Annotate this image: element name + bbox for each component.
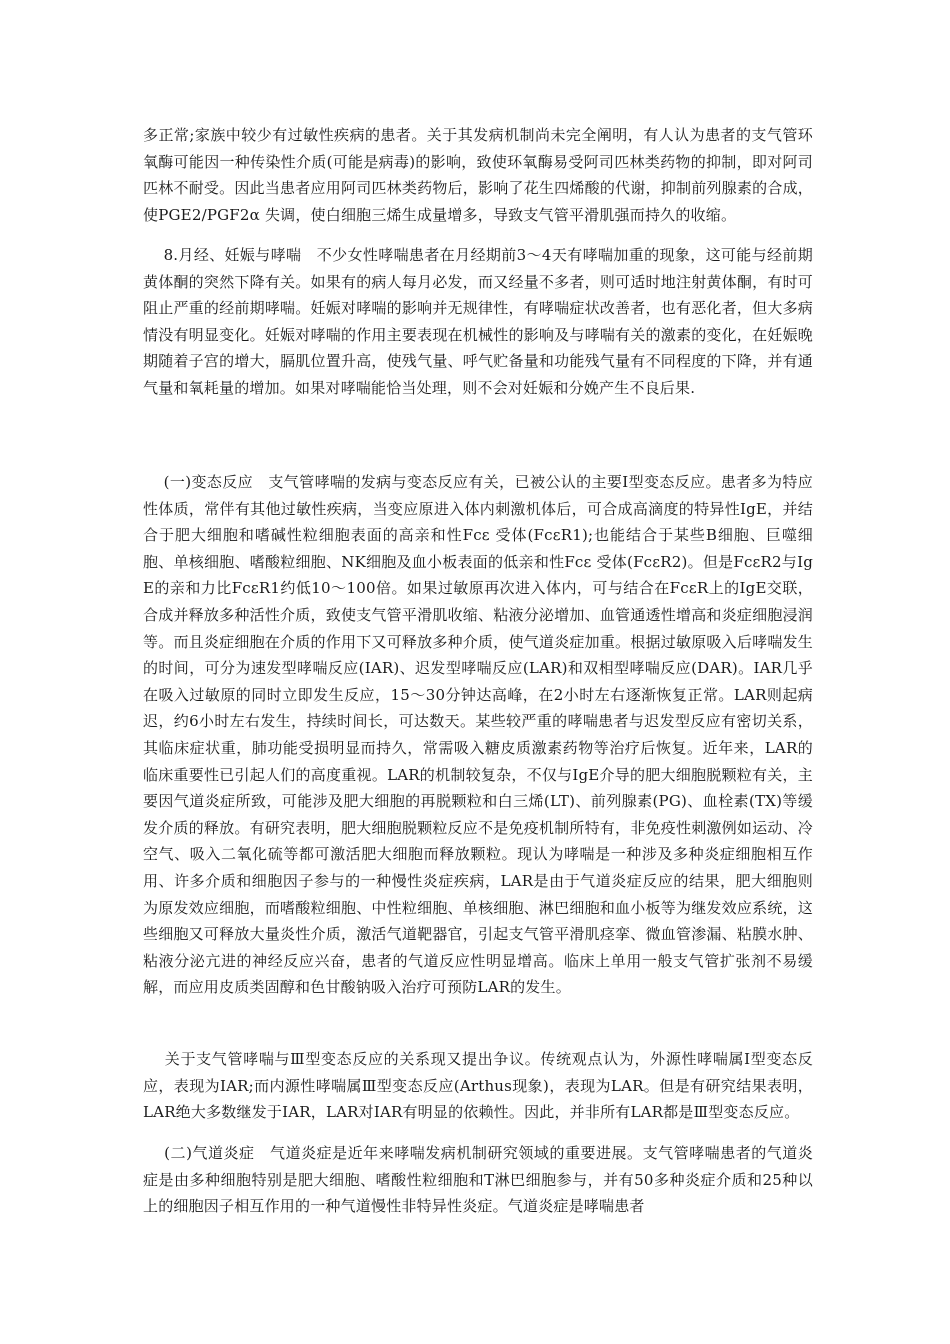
paragraph-allergic-reaction: (一)变态反应 支气管哮喘的发病与变态反应有关，已被公认的主要Ⅰ型变态反应。患者多为特应性体质，常伴有其他过敏性疾病，当变应原进入体内刺激机体后，可合成高滴度的特异性IgE，并结合于肥大细胞和嗜碱性粒细胞表面的高亲和性Fcε 受体(FcεR1);也能结合于某些B细胞、巨噬细胞、单核细胞、嗜酸粒细胞、NK细胞及血小板表面的低亲和性Fcε 受体(FcεR2)。但是FcεR2与IgE的亲和力比FcεR1约低10～100倍。如果过敏原再次进入体内，可与结合在FcεR上的IgE交联，合成并释放多种活性介质，致使支气管平滑肌收缩、粘液分泌增加、血管通透性增高和炎症细胞浸润等。而且炎症细胞在介质的作用下又可释放多种介质，使气道炎症加重。根据过敏原吸入后哮喘发生的时间，可分为速发型哮喘反应(IAR)、迟发型哮喘反应(LAR)和双相型哮喘反应(DAR)。IAR几乎在吸入过敏原的同时立即发生反应，15～30分钟达高峰，在2小时左右逐渐恢复正常。LAR则起病迟，约6小时左右发生，持续时间长，可达数天。某些较严重的哮喘患者与迟发型反应有密切关系，其临床症状重，肺功能受损明显而持久，常需吸入糖皮质激素药物等治疗后恢复。近年来，LAR的临床重要性已引起人们的高度重视。LAR的机制较复杂，不仅与IgE介导的肥大细胞脱颗粒有关，主要因气道炎症所致，可能涉及肥大细胞的再脱颗粒和白三烯(LT)、前列腺素(PG)、血栓素(TX)等缓发介质的释放。有研究表明，肥大细胞脱颗粒反应不是免疫机制所特有，非免疫性刺激例如运动、冷空气、吸入二氧化硫等都可激活肥大细胞而释放颗粒。现认为哮喘是一种涉及多种炎症细胞相互作用、许多介质和细胞因子参与的一种慢性炎症疾病，LAR是由于气道炎症反应的结果，肥大细胞则为原发效应细胞，而嗜酸粒细胞、中性粒细胞、单核细胞、淋巴细胞和血小板等为继发效应系统，这些细胞又可释放大量炎性介质，激活气道靶器官，引起支气管平滑肌痉挛、微血管渗漏、粘膜水肿、粘液分泌亢进的神经反应兴奋，患者的气道反应性明显增高。临床上单用一般支气管扩张剂不易缓解，而应用皮质类固醇和色甘酸钠吸入治疗可预防LAR的发生。 xyxy=(143,473,814,997)
paragraph-airway-inflammation: (二)气道炎症 气道炎症是近年来哮喘发病机制研究领域的重要进展。支气管哮喘患者的气道炎症是由多种细胞特别是肥大细胞、嗜酸性粒细胞和T淋巴细胞参与，并有50多种炎症介质和25种以上的细胞因子相互作用的一种气道慢性非特异性炎症。气道炎症是哮喘患者 xyxy=(143,1144,814,1216)
paragraph-aspirin-asthma: 多正常;家族中较少有过敏性疾病的患者。关于其发病机制尚未完全阐明，有人认为患者的支气管环氧酶可能因一种传染性介质(可能是病毒)的影响，致使环氧酶易受阿司匹林类药物的抑制，即对阿司匹林不耐受。因此当患者应用阿司匹林类药物后，影响了花生四烯酸的代谢，抑制前列腺素的合成，使PGE2/PGF2α 失调，使白细胞三烯生成量增多，导致支气管平滑肌强而持久的收缩。 xyxy=(143,126,813,224)
paragraph-type-iii-reaction: 关于支气管哮喘与Ⅲ型变态反应的关系现又提出争议。传统观点认为，外源性哮喘属Ⅰ型变态反应，表现为IAR;而内源性哮喘属Ⅲ型变态反应(Arthus现象)，表现为LAR。但是有研究结果表明，LAR绝大多数继发于IAR，LAR对IAR有明显的依赖性。因此，并非所有LAR都是Ⅲ型变态反应。 xyxy=(143,1050,814,1122)
paragraph-menstruation-pregnancy: 8.月经、妊娠与哮喘 不少女性哮喘患者在月经期前3～4天有哮喘加重的现象，这可能与经前期黄体酮的突然下降有关。如果有的病人每月必发，而又经量不多者，则可适时地注射黄体酮，有时可阻止严重的经前期哮喘。妊娠对哮喘的影响并无规律性，有哮喘症状改善者，也有恶化者，但大多病情没有明显变化。妊娠对哮喘的作用主要表现在机械性的影响及与哮喘有关的激素的变化，在妊娠晚期随着子宫的增大，膈肌位置升高，使残气量、呼气贮备量和功能残气量有不同程度的下降，并有通气量和氧耗量的增加。如果对哮喘能恰当处理，则不会对妊娠和分娩产生不良后果. xyxy=(143,246,813,397)
